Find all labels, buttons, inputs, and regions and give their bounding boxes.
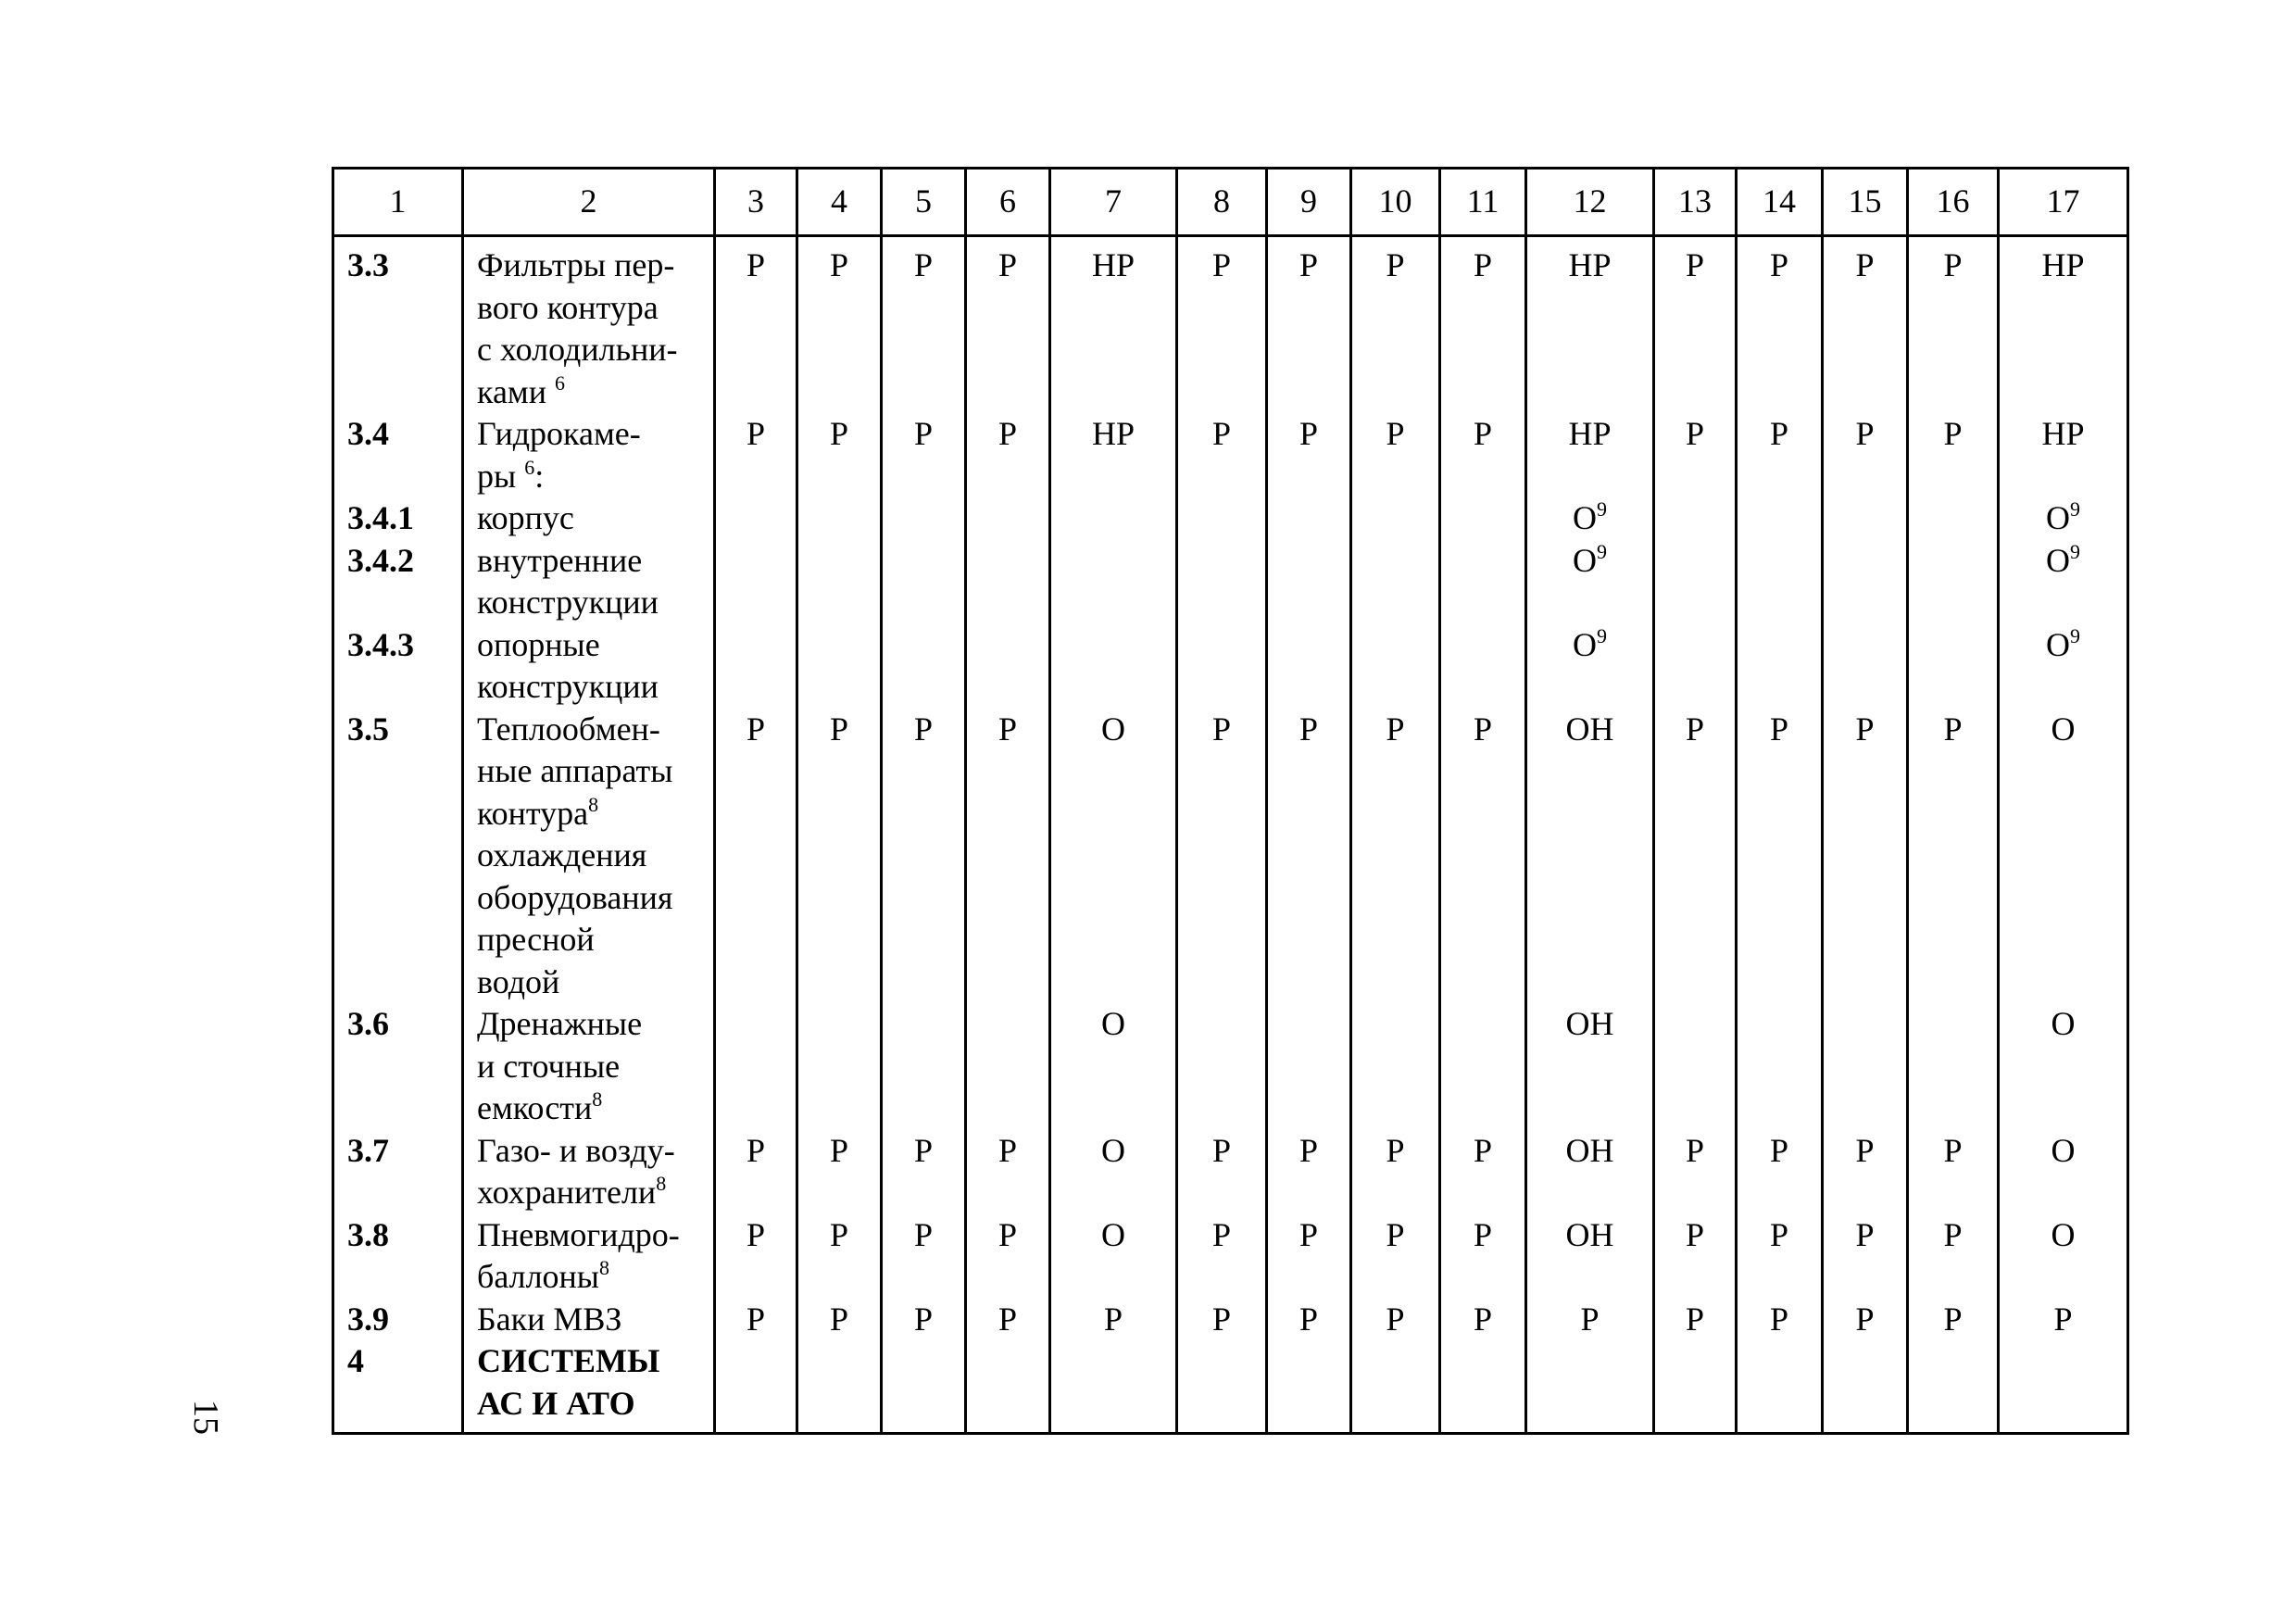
mark-cell-col-4: Р: [797, 236, 882, 414]
column-header-14: 14: [1737, 169, 1823, 236]
mark-cell-col-5: Р: [882, 413, 966, 497]
name-line: контура$^8$: [477, 792, 599, 832]
row-name: [463, 1003, 715, 1130]
mark-cell-col-8: [1177, 1003, 1267, 1130]
footnote-ref: 8: [588, 792, 599, 816]
column-header-4: 4: [797, 169, 882, 236]
mark-cell-col-3: [715, 1340, 797, 1434]
row-number: 3.3: [333, 236, 463, 414]
name-line: и сточные: [477, 1047, 621, 1085]
row-name: [463, 624, 715, 709]
row-name: [463, 709, 715, 1004]
mark-cell-col-13: Р: [1654, 413, 1737, 497]
mark-cell-col-13: Р: [1654, 236, 1737, 414]
name-line: ры $^6$:: [477, 455, 545, 495]
mark-cell-col-15: Р: [1823, 236, 1908, 414]
name-line: Газо- и возду-: [477, 1131, 675, 1169]
page-number: 15: [186, 1400, 225, 1435]
mark-cell-col-17: О: [1999, 1003, 2128, 1130]
name-line: Гидрокаме-: [477, 415, 641, 452]
mark-cell-col-5: [882, 624, 966, 709]
name-line: хохранители$^8$: [477, 1172, 667, 1211]
mark-cell-col-4: [797, 1340, 882, 1434]
row-name: [463, 236, 715, 414]
mark-cell-col-12: $О^9$: [1526, 497, 1654, 540]
mark-cell-col-16: [1908, 1003, 1999, 1130]
mark-cell-col-13: Р: [1654, 1299, 1737, 1341]
name-line: корпус: [477, 499, 574, 536]
row-name: [463, 1340, 715, 1434]
mark-cell-col-15: Р: [1823, 1214, 1908, 1299]
table-row: [333, 413, 2128, 497]
mark-cell-col-12: [1526, 1340, 1654, 1434]
mark-cell-col-13: Р: [1654, 1130, 1737, 1214]
mark-cell-col-15: [1823, 624, 1908, 709]
column-header-1: 1: [333, 169, 463, 236]
mark-cell-col-8: Р: [1177, 413, 1267, 497]
name-line: охлаждения: [477, 836, 647, 873]
mark-cell-col-7: [1050, 1340, 1177, 1434]
column-header-8: 8: [1177, 169, 1267, 236]
mark-cell-col-10: Р: [1351, 236, 1440, 414]
mark-cell-col-7: О: [1050, 1003, 1177, 1130]
column-header-16: 16: [1908, 169, 1999, 236]
mark-cell-col-15: [1823, 1340, 1908, 1434]
mark-cell-col-17: О: [1999, 709, 2128, 1004]
mark-cell-col-6: [966, 624, 1050, 709]
mark-cell-col-11: [1440, 1003, 1526, 1130]
mark-cell-col-3: Р: [715, 1130, 797, 1214]
mark-cell-col-5: Р: [882, 709, 966, 1004]
mark-cell-col-17: О: [1999, 1130, 2128, 1214]
table-row: [333, 1299, 2128, 1341]
mark-cell-col-6: Р: [966, 413, 1050, 497]
mark-cell-col-13: [1654, 1003, 1737, 1130]
column-header-2: 2: [463, 169, 715, 236]
footnote-ref: 9: [1597, 539, 1607, 563]
mark-cell-col-13: Р: [1654, 709, 1737, 1004]
mark-cell-col-7: О: [1050, 709, 1177, 1004]
mark-cell-col-9: [1267, 540, 1351, 624]
row-name: [463, 413, 715, 497]
mark-cell-col-13: [1654, 497, 1737, 540]
mark-cell-col-17: НР: [1999, 236, 2128, 414]
name-line: Пневмогидро-: [477, 1215, 680, 1253]
mark-cell-col-14: Р: [1737, 413, 1823, 497]
row-name: [463, 497, 715, 540]
name-line: ками $^6$: [477, 371, 565, 410]
footnote-ref: 9: [1597, 497, 1607, 521]
mark-cell-col-10: Р: [1351, 1130, 1440, 1214]
row-number: 3.4: [333, 413, 463, 497]
column-header-7: 7: [1050, 169, 1177, 236]
mark-cell-col-17: О: [1999, 1214, 2128, 1299]
mark-cell-col-9: Р: [1267, 1214, 1351, 1299]
mark-cell-col-6: Р: [966, 1214, 1050, 1299]
mark-cell-col-13: Р: [1654, 1214, 1737, 1299]
mark-cell-col-4: Р: [797, 709, 882, 1004]
mark-cell-col-11: Р: [1440, 413, 1526, 497]
mark-cell-col-8: Р: [1177, 236, 1267, 414]
mark-cell-col-5: [882, 540, 966, 624]
mark-cell-col-11: Р: [1440, 1214, 1526, 1299]
mark-cell-col-16: [1908, 624, 1999, 709]
row-number: 3.7: [333, 1130, 463, 1214]
mark-cell-col-9: [1267, 497, 1351, 540]
mark-cell-col-14: Р: [1737, 1130, 1823, 1214]
mark-cell-col-15: [1823, 540, 1908, 624]
name-line: конструкции: [477, 584, 659, 621]
mark-cell-col-7: НР: [1050, 413, 1177, 497]
mark-cell-col-5: [882, 1003, 966, 1130]
mark-cell-col-3: [715, 497, 797, 540]
name-line: опорные: [477, 625, 600, 663]
row-name: [463, 1214, 715, 1299]
mark-cell-col-5: Р: [882, 1130, 966, 1214]
mark-cell-col-13: [1654, 1340, 1737, 1434]
mark-cell-col-8: [1177, 540, 1267, 624]
mark-cell-col-11: [1440, 624, 1526, 709]
mark-cell-col-9: Р: [1267, 413, 1351, 497]
column-header-10: 10: [1351, 169, 1440, 236]
mark-cell-col-10: [1351, 497, 1440, 540]
mark-cell-col-12: ОН: [1526, 1214, 1654, 1299]
mark-cell-col-6: [966, 540, 1050, 624]
name-line: емкости$^8$: [477, 1087, 603, 1126]
row-number: 3.9: [333, 1299, 463, 1341]
mark-cell-col-8: Р: [1177, 1214, 1267, 1299]
mark-cell-col-16: Р: [1908, 413, 1999, 497]
mark-cell-col-10: Р: [1351, 709, 1440, 1004]
row-number: 3.4.3: [333, 624, 463, 709]
mark-cell-col-15: Р: [1823, 1299, 1908, 1341]
column-header-9: 9: [1267, 169, 1351, 236]
mark-cell-col-17: $О^9$: [1999, 624, 2128, 709]
name-line: Дренажные: [477, 1005, 643, 1042]
footnote-ref: 9: [2070, 539, 2080, 563]
mark-cell-col-11: Р: [1440, 1299, 1526, 1341]
column-header-5: 5: [882, 169, 966, 236]
mark-cell-col-17: Р: [1999, 1299, 2128, 1341]
mark-cell-col-16: Р: [1908, 1214, 1999, 1299]
column-header-3: 3: [715, 169, 797, 236]
mark-cell-col-7: [1050, 497, 1177, 540]
mark-cell-col-16: Р: [1908, 1130, 1999, 1214]
name-line: АС И АТО: [477, 1384, 635, 1422]
mark-cell-col-17: $О^9$: [1999, 540, 2128, 624]
mark-cell-col-16: Р: [1908, 1299, 1999, 1341]
table-row: [333, 236, 2128, 414]
mark-cell-col-3: Р: [715, 1214, 797, 1299]
mark-cell-col-7: [1050, 540, 1177, 624]
mark-cell-col-5: Р: [882, 1299, 966, 1341]
mark-cell-col-9: Р: [1267, 709, 1351, 1004]
mark-cell-col-13: [1654, 624, 1737, 709]
footnote-ref: 9: [2070, 623, 2080, 647]
mark-cell-col-14: [1737, 1340, 1823, 1434]
name-line: вого контура: [477, 288, 659, 326]
table-row: [333, 624, 2128, 709]
mark-cell-col-14: [1737, 624, 1823, 709]
row-name: [463, 1130, 715, 1214]
mark-cell-col-12: ОН: [1526, 1003, 1654, 1130]
mark-cell-col-14: [1737, 497, 1823, 540]
mark-cell-col-6: [966, 1340, 1050, 1434]
name-line: внутренние: [477, 541, 643, 579]
row-number: 3.8: [333, 1214, 463, 1299]
name-line: Фильтры пер-: [477, 246, 675, 283]
mark-cell-col-12: $О^9$: [1526, 624, 1654, 709]
mark-cell-col-14: Р: [1737, 709, 1823, 1004]
mark-cell-col-5: Р: [882, 236, 966, 414]
mark-cell-col-8: [1177, 1340, 1267, 1434]
mark-cell-col-14: [1737, 1003, 1823, 1130]
mark-cell-col-4: [797, 497, 882, 540]
row-name: [463, 540, 715, 624]
mark-cell-col-7: О: [1050, 1214, 1177, 1299]
mark-cell-col-4: [797, 624, 882, 709]
mark-cell-col-3: [715, 624, 797, 709]
mark-cell-col-7: [1050, 624, 1177, 709]
mark-cell-col-9: [1267, 624, 1351, 709]
name-line: баллоны$^8$: [477, 1256, 609, 1295]
row-name: [463, 1299, 715, 1341]
footnote-ref: 8: [599, 1256, 609, 1279]
mark-cell-col-9: [1267, 1340, 1351, 1434]
mark-cell-col-6: [966, 497, 1050, 540]
name-line: водой: [477, 962, 560, 1000]
table-row: [333, 1130, 2128, 1214]
mark-cell-col-4: [797, 540, 882, 624]
mark-cell-col-4: Р: [797, 1299, 882, 1341]
mark-cell-col-5: [882, 497, 966, 540]
footnote-ref: 6: [524, 455, 535, 479]
footnote-ref: 8: [656, 1172, 667, 1195]
mark-cell-col-12: $О^9$: [1526, 540, 1654, 624]
table-row: [333, 1340, 2128, 1434]
header-row: [333, 169, 2128, 236]
mark-cell-col-13: [1654, 540, 1737, 624]
mark-cell-col-14: Р: [1737, 236, 1823, 414]
mark-cell-col-6: [966, 1003, 1050, 1130]
mark-cell-col-8: [1177, 624, 1267, 709]
mark-cell-col-6: Р: [966, 1130, 1050, 1214]
mark-cell-col-10: Р: [1351, 1299, 1440, 1341]
mark-cell-col-12: Р: [1526, 1299, 1654, 1341]
column-header-15: 15: [1823, 169, 1908, 236]
name-line: ные аппараты: [477, 752, 673, 789]
mark-cell-col-3: Р: [715, 236, 797, 414]
mark-cell-col-6: Р: [966, 1299, 1050, 1341]
mark-cell-col-3: [715, 1003, 797, 1130]
mark-cell-col-16: [1908, 1340, 1999, 1434]
mark-cell-col-15: Р: [1823, 413, 1908, 497]
mark-cell-col-11: [1440, 540, 1526, 624]
mark-cell-col-15: [1823, 1003, 1908, 1130]
mark-cell-col-8: [1177, 497, 1267, 540]
mark-cell-col-11: [1440, 497, 1526, 540]
mark-cell-col-10: [1351, 540, 1440, 624]
column-header-17: 17: [1999, 169, 2128, 236]
mark-cell-col-11: Р: [1440, 1130, 1526, 1214]
mark-cell-col-3: Р: [715, 1299, 797, 1341]
mark-cell-col-6: Р: [966, 709, 1050, 1004]
mark-cell-col-12: НР: [1526, 413, 1654, 497]
mark-cell-col-5: Р: [882, 1214, 966, 1299]
name-line: СИСТЕМЫ: [477, 1342, 660, 1379]
mark-cell-col-9: Р: [1267, 1299, 1351, 1341]
table-row: [333, 1003, 2128, 1130]
name-line: пресной: [477, 921, 595, 958]
mark-cell-col-9: Р: [1267, 1130, 1351, 1214]
name-line: Баки МВЗ: [477, 1300, 622, 1338]
mark-cell-col-3: Р: [715, 709, 797, 1004]
mark-cell-col-16: [1908, 540, 1999, 624]
row-number: 3.5: [333, 709, 463, 1004]
mark-cell-col-10: [1351, 624, 1440, 709]
mark-cell-col-10: [1351, 1003, 1440, 1130]
table-row: [333, 709, 2128, 1004]
row-number: 3.4.2: [333, 540, 463, 624]
mark-cell-col-14: [1737, 540, 1823, 624]
mark-cell-col-4: Р: [797, 413, 882, 497]
mark-cell-col-16: Р: [1908, 236, 1999, 414]
mark-cell-col-14: Р: [1737, 1299, 1823, 1341]
table-row: [333, 497, 2128, 540]
mark-cell-col-11: Р: [1440, 709, 1526, 1004]
mark-cell-col-10: Р: [1351, 413, 1440, 497]
column-header-11: 11: [1440, 169, 1526, 236]
mark-cell-col-11: [1440, 1340, 1526, 1434]
table-row: [333, 1214, 2128, 1299]
mark-cell-col-10: [1351, 1340, 1440, 1434]
mark-cell-col-4: Р: [797, 1130, 882, 1214]
equipment-table: [332, 167, 2129, 1435]
name-line: конструкции: [477, 668, 659, 705]
mark-cell-col-5: [882, 1340, 966, 1434]
mark-cell-col-16: [1908, 497, 1999, 540]
name-line: оборудования: [477, 878, 673, 916]
mark-cell-col-9: Р: [1267, 236, 1351, 414]
mark-cell-col-11: Р: [1440, 236, 1526, 414]
mark-cell-col-17: [1999, 1340, 2128, 1434]
mark-cell-col-4: Р: [797, 1214, 882, 1299]
mark-cell-col-12: ОН: [1526, 1130, 1654, 1214]
mark-cell-col-7: О: [1050, 1130, 1177, 1214]
mark-cell-col-16: Р: [1908, 709, 1999, 1004]
column-header-12: 12: [1526, 169, 1654, 236]
row-number: 4: [333, 1340, 463, 1434]
mark-cell-col-17: НР: [1999, 413, 2128, 497]
column-header-13: 13: [1654, 169, 1737, 236]
name-line: Теплообмен-: [477, 710, 660, 748]
mark-cell-col-3: Р: [715, 413, 797, 497]
mark-cell-col-9: [1267, 1003, 1351, 1130]
mark-cell-col-12: ОН: [1526, 709, 1654, 1004]
footnote-ref: 9: [2070, 497, 2080, 521]
mark-cell-col-7: Р: [1050, 1299, 1177, 1341]
row-number: 3.6: [333, 1003, 463, 1130]
footnote-ref: 8: [592, 1087, 603, 1111]
column-header-6: 6: [966, 169, 1050, 236]
table-body: [333, 236, 2128, 1434]
mark-cell-col-17: $О^9$: [1999, 497, 2128, 540]
table-row: [333, 540, 2128, 624]
mark-cell-col-6: Р: [966, 236, 1050, 414]
name-line: с холодильни-: [477, 331, 678, 368]
mark-cell-col-14: Р: [1737, 1214, 1823, 1299]
mark-cell-col-3: [715, 540, 797, 624]
row-number: 3.4.1: [333, 497, 463, 540]
mark-cell-col-12: НР: [1526, 236, 1654, 414]
mark-cell-col-10: Р: [1351, 1214, 1440, 1299]
mark-cell-col-15: Р: [1823, 709, 1908, 1004]
mark-cell-col-8: Р: [1177, 1130, 1267, 1214]
mark-cell-col-15: Р: [1823, 1130, 1908, 1214]
mark-cell-col-15: [1823, 497, 1908, 540]
mark-cell-col-8: Р: [1177, 709, 1267, 1004]
mark-cell-col-4: [797, 1003, 882, 1130]
footnote-ref: 6: [554, 371, 565, 395]
mark-cell-col-7: НР: [1050, 236, 1177, 414]
footnote-ref: 9: [1597, 623, 1607, 647]
mark-cell-col-8: Р: [1177, 1299, 1267, 1341]
